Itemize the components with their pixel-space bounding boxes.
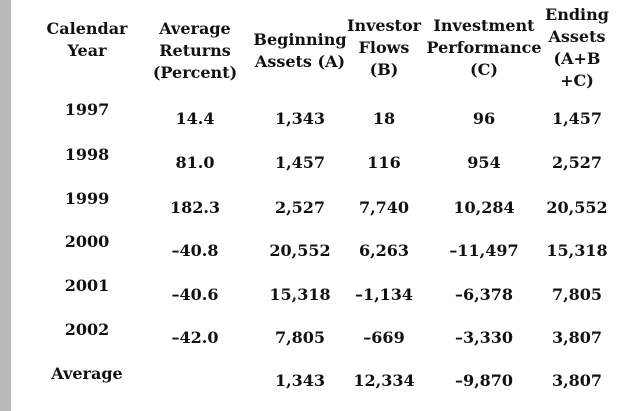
column-header-line: (Percent) [152, 63, 238, 82]
table-cell: 7,805 [551, 285, 603, 304]
column-header-line: (A+B [553, 49, 601, 68]
table-cell: 2,527 [274, 198, 326, 217]
column-header-line: Flows [358, 38, 410, 57]
table-cell: 1,343 [274, 109, 326, 128]
row-label: 2000 [64, 232, 110, 251]
table-cell: 6,263 [358, 241, 410, 260]
row-label: 2002 [64, 320, 110, 339]
table-cell: 954 [467, 153, 501, 172]
row-label: 1999 [64, 189, 110, 208]
column-header-line: Performance [426, 38, 542, 57]
table-cell: 15,318 [269, 285, 331, 304]
row-label: 2001 [64, 276, 110, 295]
table-cell: 15,318 [546, 241, 608, 260]
table-cell: –42.0 [171, 328, 219, 347]
column-header-ending-assets [545, 4, 609, 92]
column-header-line: (B) [369, 60, 399, 79]
column-header-line: Ending [545, 5, 609, 24]
column-header-line: Average [159, 19, 231, 38]
column-header-line: Beginning [253, 30, 347, 49]
table-cell: 81.0 [175, 153, 215, 172]
table-cell: –3,330 [454, 328, 514, 347]
table-cell: 96 [472, 109, 496, 128]
table-cell: 12,334 [353, 371, 415, 390]
table-cell: –40.8 [171, 241, 219, 260]
table-cell: 20,552 [546, 198, 608, 217]
column-header-investor-flows [347, 15, 421, 81]
column-header-average-returns [153, 18, 237, 84]
table-cell: 3,807 [551, 371, 603, 390]
table-cell: 2,527 [551, 153, 603, 172]
table-cell: 182.3 [169, 198, 221, 217]
column-header-line: Assets (A) [254, 52, 346, 71]
row-label: 1998 [64, 145, 110, 164]
table-cell: 1,457 [274, 153, 326, 172]
table-cell: 7,740 [358, 198, 410, 217]
column-header-line: Investment [433, 16, 535, 35]
column-header-line: Investor [346, 16, 422, 35]
column-header-line: Assets [548, 27, 606, 46]
table-cell: 116 [367, 153, 401, 172]
column-header-line: Year [67, 41, 107, 60]
column-header-line: Calendar [46, 19, 128, 38]
row-label: 1997 [64, 100, 110, 119]
table-cell: –669 [363, 328, 405, 347]
table-cell: 18 [372, 109, 396, 128]
column-header-calendar-year [47, 18, 128, 62]
column-header-line: +C) [560, 71, 594, 90]
table-cell: –11,497 [449, 241, 519, 260]
row-label: Average [51, 364, 123, 383]
column-header-line: (C) [470, 60, 498, 79]
table-cell: 10,284 [453, 198, 515, 217]
table-cell: –6,378 [454, 285, 514, 304]
table-cell: 20,552 [269, 241, 331, 260]
column-header-investment-performance [426, 15, 541, 81]
column-header-line: Returns [159, 41, 231, 60]
column-header-beginning-assets [253, 29, 346, 73]
table-cell: 3,807 [551, 328, 603, 347]
table-cell: 1,343 [274, 371, 326, 390]
table-cell: –1,134 [354, 285, 414, 304]
table-cell: –9,870 [454, 371, 514, 390]
table-cell: 1,457 [551, 109, 603, 128]
table-cell: 7,805 [274, 328, 326, 347]
table-cell: 14.4 [175, 109, 215, 128]
left-edge-bar [0, 0, 11, 411]
table-cell: –40.6 [171, 285, 219, 304]
